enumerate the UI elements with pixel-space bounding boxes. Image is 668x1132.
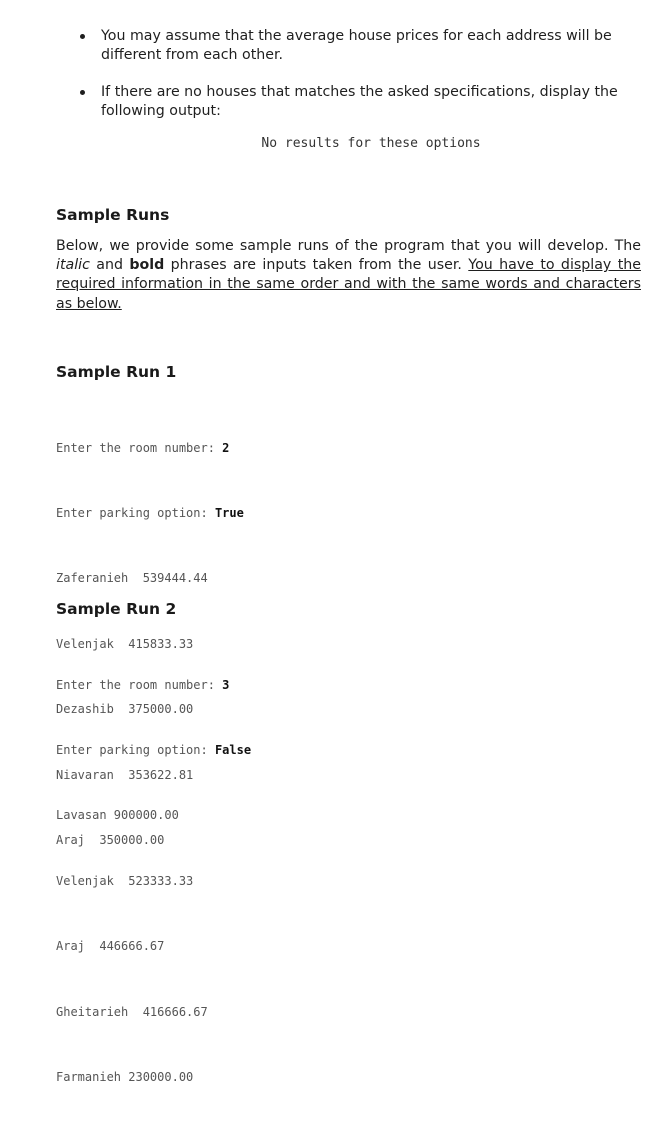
section-intro [56, 237, 641, 314]
intro-bold-text: bold [129, 257, 165, 274]
user-input: True [214, 505, 244, 520]
console-output [56, 631, 251, 1132]
intro-underlined-text: You have to display the required information in the same order and with the same words and characters as below. [56, 257, 641, 312]
list-item [56, 27, 641, 65]
console-line: Gheitarieh 416666.67 [56, 1004, 208, 1019]
console-line [56, 503, 244, 525]
prompt-text: Enter the room number: [56, 677, 223, 692]
intro-italic-text: italic [56, 257, 90, 274]
console-line: Velenjak 523333.33 [56, 873, 194, 888]
bullet-icon [80, 34, 85, 39]
console-line [56, 438, 244, 460]
run-title: Sample Run 1 [56, 363, 177, 381]
section-title: Sample Runs [56, 206, 170, 224]
user-input: 3 [222, 677, 230, 692]
console-line: Lavasan 900000.00 [56, 808, 179, 823]
no-results-output: No results for these options [261, 136, 481, 151]
user-input: False [214, 742, 252, 757]
console-line: Velenjak 415833.33 [56, 636, 194, 651]
list-item [56, 83, 641, 121]
prompt-text: Enter parking option: [56, 505, 215, 520]
assumptions-list [56, 27, 641, 121]
user-input: 2 [222, 440, 230, 455]
bullet-text: You may assume that the average house prices for each address will be different from each other. [101, 28, 612, 63]
console-line [56, 675, 251, 697]
intro-text: phrases are inputs taken from the user. [164, 257, 469, 274]
bullet-text: If there are no houses that matches the asked specifications, display the following output: [101, 84, 618, 119]
console-line: Zaferanieh 539444.44 [56, 571, 208, 586]
prompt-text: Enter parking option: [56, 742, 215, 757]
prompt-text: Enter the room number: [56, 440, 223, 455]
run-title: Sample Run 2 [56, 600, 177, 618]
console-line: Niavaran 353622.81 [56, 767, 194, 782]
bullet-icon [80, 90, 85, 95]
console-line: Dezashib 375000.00 [56, 702, 194, 717]
intro-text: Below, we provide some sample runs of the program that you will develop. The [56, 238, 641, 254]
console-line: Araj 350000.00 [56, 832, 165, 847]
console-line: Araj 446666.67 [56, 939, 165, 954]
console-line [56, 740, 251, 762]
console-line: Farmanieh 230000.00 [56, 1069, 194, 1084]
intro-text: and [89, 257, 130, 274]
